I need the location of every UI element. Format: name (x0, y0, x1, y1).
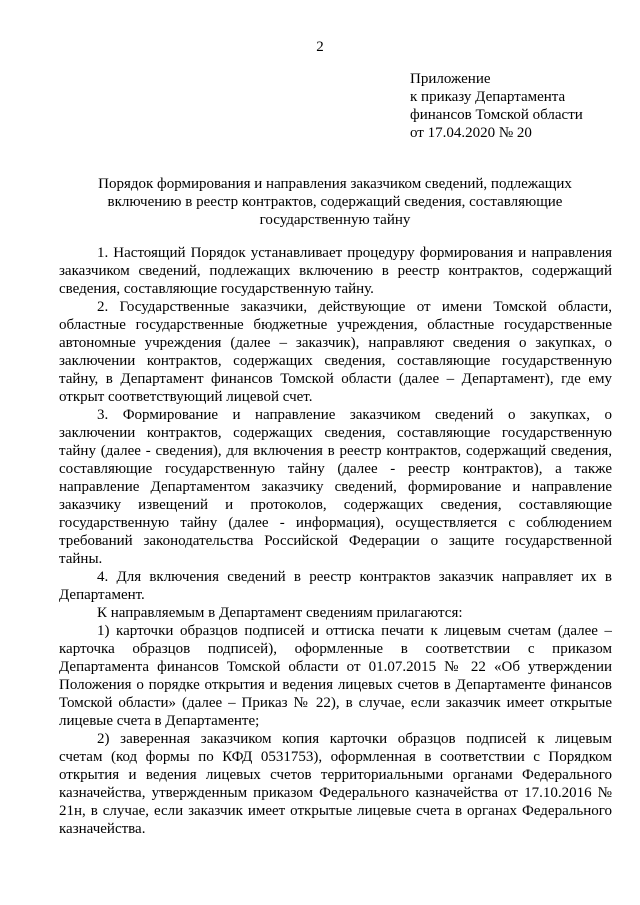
body-line: 4. Для включения сведений в реестр контрактов заказчик направляет их в (97, 569, 612, 585)
appendix-line: от 17.04.2020 № 20 (410, 125, 532, 141)
body-line: государственную тайну (далее - информация), осуществляется с соблюдением (59, 515, 612, 531)
body-line: Департамент. (59, 587, 145, 603)
body-line: составляющие государственную тайну (далее - реестр контрактов), а также (59, 461, 612, 477)
body-line: сведения, составляющие государственную тайну. (59, 281, 374, 297)
body-line: карточка образцов подписей), оформленные в соответствии с приказом (59, 641, 612, 657)
body-line: автономные учреждения (далее – заказчик), направляют сведения о закупках, о (59, 335, 612, 351)
document-body (59, 244, 612, 838)
body-line: Положения о порядке открытия и ведения лицевых счетов в Департаменте финансов (59, 677, 612, 693)
page-number: 2 (316, 39, 324, 55)
body-line: заказчику извещений и протоколов, содержащих сведения, составляющие (59, 497, 612, 513)
body-line: 3. Формирование и направление заказчиком сведений о закупках, о (97, 407, 612, 423)
body-line: открытия и ведения лицевых счетов территориальными органами Федерального (59, 767, 612, 783)
body-line: счетам (код формы по КФД 0531753), оформленная в соответствии с Порядком (59, 749, 612, 765)
body-line: областные государственные бюджетные учреждения, областные государственные (59, 317, 612, 333)
body-line: открыт соответствующий лицевой счет. (59, 389, 313, 405)
body-line: Томской области» (далее – Приказ № 22), в случае, если заказчик имеет открытые (59, 695, 612, 711)
body-line: заключении контрактов, содержащих сведения, составляющие государственную (59, 425, 612, 441)
document-title (60, 175, 610, 229)
title-line: включению в реестр контрактов, содержащий сведения, составляющие (107, 194, 563, 210)
appendix-line: финансов Томской области (410, 107, 583, 123)
appendix-block (410, 70, 630, 142)
body-line: лицевые счета в Департаменте; (59, 713, 260, 729)
title-line: государственную тайну (259, 212, 411, 228)
body-line: требований законодательства Российской Федерации о защите государственной (59, 533, 612, 549)
body-line: казначейства, утвержденным приказом Федерального казначейства от 17.10.2016 № (59, 785, 612, 801)
body-line: тайны. (59, 551, 103, 567)
body-line: 1. Настоящий Порядок устанавливает процедуру формирования и направления (97, 245, 612, 261)
body-line: заключении контрактов, содержащих сведения, составляющие государственную (59, 353, 612, 369)
body-line: К направляемым в Департамент сведениям прилагаются: (97, 605, 463, 621)
body-line: тайну (далее - сведения), для включения в реестр контрактов, содержащий сведения, (59, 443, 612, 459)
body-line: направление Департаментом заказчику сведений, формирование и направление (59, 479, 612, 495)
body-line: 2. Государственные заказчики, действующие от имени Томской области, (97, 299, 612, 315)
body-line: заказчиком сведений, подлежащих включению в реестр контрактов, содержащий (59, 263, 612, 279)
title-line: Порядок формирования и направления заказчиком сведений, подлежащих (98, 176, 572, 192)
body-line: 2) заверенная заказчиком копия карточки образцов подписей к лицевым (97, 731, 612, 747)
body-line: тайну, в Департамент финансов Томской области (далее – Департамент), где ему (59, 371, 612, 387)
appendix-line: Приложение (410, 71, 491, 87)
body-line: 21н, в случае, если заказчик имеет открытые лицевые счета в органах Федерального (59, 803, 612, 819)
body-line: Департамента финансов Томской области от 01.07.2015 № 22 «Об утверждении (59, 659, 612, 675)
body-line: 1) карточки образцов подписей и оттиска печати к лицевым счетам (далее – (97, 623, 612, 639)
appendix-line: к приказу Департамента (410, 89, 566, 105)
body-line: казначейства. (59, 821, 146, 837)
